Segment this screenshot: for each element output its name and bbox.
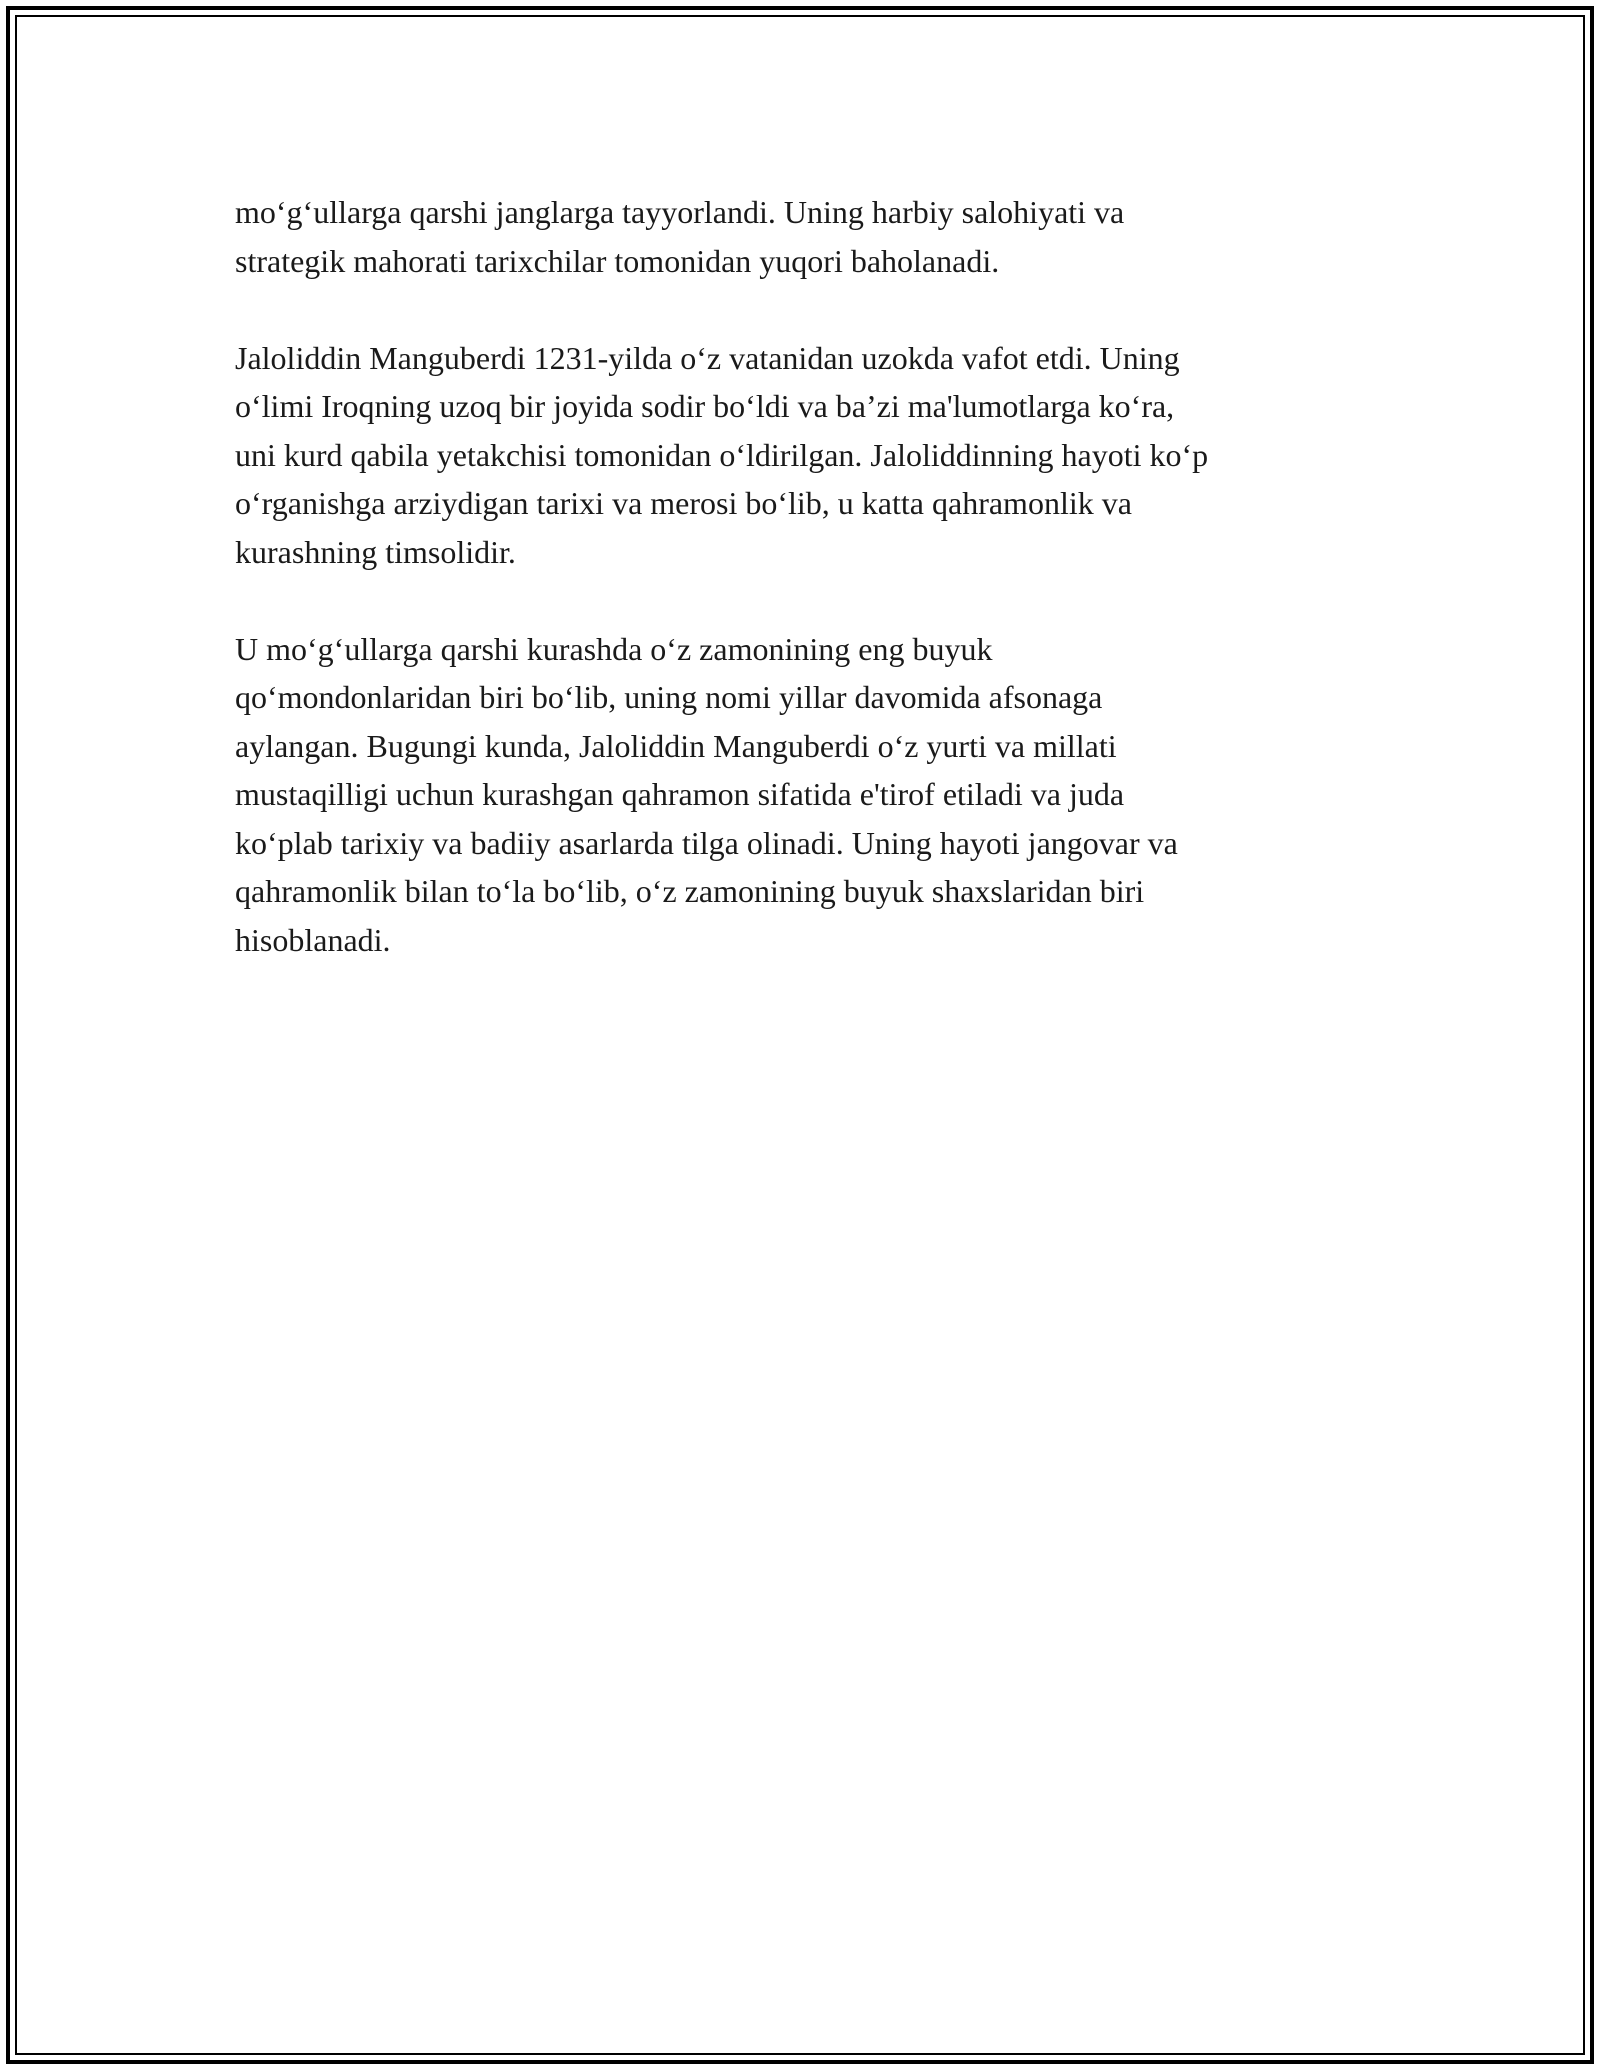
- paragraph-3: U mo‘g‘ullarga qarshi kurashda o‘z zamonining eng buyuk qo‘mondonlaridan biri bo‘lib, uning nomi yillar davomida afsonaga aylangan. Bugungi kunda, Jaloliddin Manguberdi o‘z yurti va millati mustaqilligi uchun kurashgan qahramon sifatida e'tirof etiladi va juda ko‘plab tarixiy va badiiy asarlarda tilga olinadi. Uning hayoti jangovar va qahramonlik bilan to‘la bo‘lib, o‘z zamonining buyuk shaxslaridan biri hisoblanadi.: [235, 630, 1178, 958]
- paragraph-1: mo‘g‘ullarga qarshi janglarga tayyorlandi. Uning harbiy salohiyati va strategik mahorati tarixchilar tomonidan yuqori baholanadi.: [235, 194, 1125, 279]
- paragraph-2: Jaloliddin Manguberdi 1231-yilda o‘z vatanidan uzokda vafot etdi. Uning o‘limi Iroqning uzoq bir joyida sodir bo‘ldi va ba’zi ma'lumotlarga ko‘ra, uni kurd qabila yetakchisi tomonidan o‘ldirilgan. Jaloliddinning hayoti ko‘p o‘rganishga arziydigan tarixi va merosi bo‘lib, u katta qahramonlik va kurashning timsolidir.: [235, 339, 1209, 570]
- document-body: [235, 188, 1365, 1013]
